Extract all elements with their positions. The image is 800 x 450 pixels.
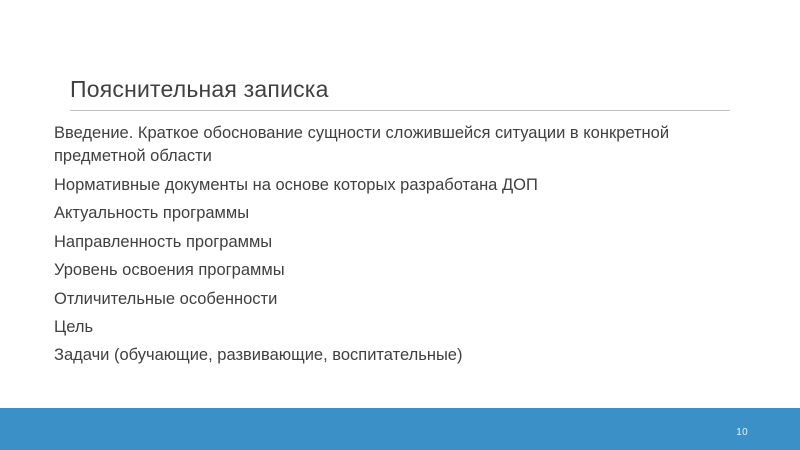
list-item: Отличительные особенности [54,289,278,308]
list-item: Введение. Краткое обоснование сущности сложившейся ситуации в конкретной предметной области [54,124,670,166]
list-item: Задачи (обучающие, развивающие, воспитательные) [54,346,463,365]
list-item: Направленность программы [54,232,273,251]
title-divider [70,110,730,111]
list-item: Цель [54,317,94,336]
list-item: Актуальность программы [54,204,250,223]
list-item: Уровень освоения программы [54,261,285,280]
title-block [70,76,730,111]
content-list [54,122,754,373]
page-title: Пояснительная записка [70,76,329,102]
slide-number: 10 [736,427,748,438]
list-item: Нормативные документы на основе которых разработана ДОП [54,175,538,194]
footer-bar [0,408,800,450]
